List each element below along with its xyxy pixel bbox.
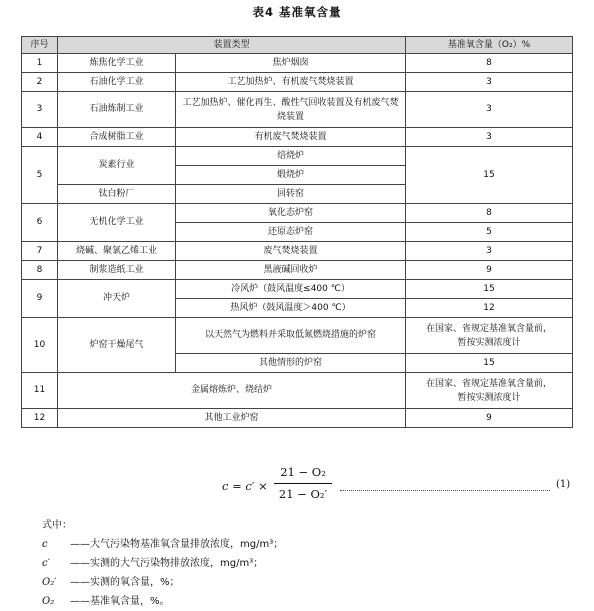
- row-number: 2: [22, 73, 58, 92]
- oxygen-value: 3: [406, 242, 573, 261]
- industry-cell: 钛白粉厂: [58, 185, 176, 204]
- row-number: 9: [22, 280, 58, 318]
- legend-intro: 式中：: [42, 520, 72, 531]
- table-row: [22, 280, 573, 299]
- formula-denominator: 21 − O₂′: [278, 487, 328, 501]
- formula-numerator: 21 − O₂: [280, 465, 326, 479]
- row-number: 11: [22, 373, 58, 409]
- device-cell: 有机废气焚烧装置: [176, 128, 406, 147]
- table-row: [22, 204, 573, 223]
- legend-symbol: O₂: [42, 596, 55, 607]
- legend-item: [42, 535, 283, 554]
- oxygen-note-line-2: 暂按实测浓度计: [457, 337, 521, 348]
- row-number: 8: [22, 261, 58, 280]
- row-number: 3: [22, 92, 58, 128]
- legend-text: ——大气污染物基准氧含量排放浓度，mg/m³；: [70, 539, 284, 550]
- device-cell: 热风炉（鼓风温度＞400 ℃）: [176, 299, 406, 318]
- industry-cell: 石油炼制工业: [58, 92, 176, 128]
- oxygen-value: 3: [406, 92, 573, 128]
- industry-cell: 石油化学工业: [58, 73, 176, 92]
- formula-legend: [42, 516, 283, 611]
- device-cell: 其他情形的炉窑: [176, 354, 406, 373]
- oxygen-value: 15: [406, 147, 573, 204]
- device-cell: 冷风炉（鼓风温度≤400 ℃）: [176, 280, 406, 299]
- oxygen-value: 15: [406, 354, 573, 373]
- fraction-bar: [274, 483, 332, 484]
- table-header-row: [22, 37, 573, 54]
- formula-lhs: c = c′ ×: [222, 479, 268, 493]
- industry-cell: 冲天炉: [58, 280, 176, 318]
- oxygen-value: 15: [406, 280, 573, 299]
- legend-symbol: c′: [42, 558, 50, 569]
- legend-symbol: O₂′: [42, 577, 57, 588]
- device-cell: 黑液碱回收炉: [176, 261, 406, 280]
- conversion-formula: [222, 464, 574, 512]
- table-row: [22, 373, 573, 409]
- device-cell: 焦炉烟囱: [176, 54, 406, 73]
- row-number: 10: [22, 318, 58, 373]
- oxygen-value: 8: [406, 204, 573, 223]
- oxygen-note-line-1: 在国家、省规定基准氧含量前，: [426, 323, 553, 334]
- equation-number: (1): [556, 479, 571, 490]
- table-title: 表4 基准氧含量: [252, 5, 342, 19]
- legend-text: ——实测的氧含量，%；: [70, 577, 180, 588]
- device-cell: 还原态炉窑: [176, 223, 406, 242]
- header-no: 序号: [22, 37, 58, 54]
- table-row: [22, 54, 573, 73]
- oxygen-note-line-2: 暂按实测浓度计: [457, 392, 521, 403]
- oxygen-value: [406, 318, 573, 354]
- device-cell: 废气焚烧装置: [176, 242, 406, 261]
- industry-cell: 炭素行业: [58, 147, 176, 185]
- oxygen-note-line-1: 在国家、省规定基准氧含量前，: [426, 378, 553, 389]
- legend-item: [42, 573, 283, 592]
- industry-cell: 烧碱、聚氯乙烯工业: [58, 242, 176, 261]
- table-row: [22, 128, 573, 147]
- oxygen-value: 9: [406, 409, 573, 428]
- table-row: [22, 318, 573, 354]
- device-cell: 金属熔炼炉、烧结炉: [58, 373, 406, 409]
- device-cell: 以天然气为燃料并采取低氮燃烧措施的炉窑: [176, 318, 406, 354]
- row-number: 5: [22, 147, 58, 204]
- row-number: 4: [22, 128, 58, 147]
- row-number: 1: [22, 54, 58, 73]
- device-cell: 回转窑: [176, 185, 406, 204]
- oxygen-value: 9: [406, 261, 573, 280]
- row-number: 7: [22, 242, 58, 261]
- device-cell: 其他工业炉窑: [58, 409, 406, 428]
- legend-item: [42, 592, 283, 611]
- header-oxygen: 基准氧含量（O₂）%: [406, 37, 573, 54]
- industry-cell: 制浆造纸工业: [58, 261, 176, 280]
- table-row: [22, 73, 573, 92]
- oxygen-value: 5: [406, 223, 573, 242]
- oxygen-value: 3: [406, 128, 573, 147]
- device-cell: 煅烧炉: [176, 166, 406, 185]
- industry-cell: 无机化学工业: [58, 204, 176, 242]
- oxygen-value: 3: [406, 73, 573, 92]
- oxygen-value: 8: [406, 54, 573, 73]
- oxygen-value: [406, 373, 573, 409]
- legend-symbol: c: [42, 539, 48, 550]
- row-number: 12: [22, 409, 58, 428]
- legend-text: ——实测的大气污染物排放浓度，mg/m³；: [70, 558, 264, 569]
- industry-cell: 合成树脂工业: [58, 128, 176, 147]
- legend-item: [42, 554, 283, 573]
- legend-text: ——基准氧含量，%。: [70, 596, 170, 607]
- baseline-oxygen-table: [21, 36, 573, 428]
- row-number: 6: [22, 204, 58, 242]
- dotted-leader: [340, 478, 550, 491]
- industry-cell: 炉窑干燥尾气: [58, 318, 176, 373]
- table-row: [22, 409, 573, 428]
- industry-cell: 炼焦化学工业: [58, 54, 176, 73]
- oxygen-value: 12: [406, 299, 573, 318]
- device-cell: 工艺加热炉、催化再生、酸性气回收装置及有机废气焚烧装置: [176, 92, 406, 128]
- table-row: [22, 147, 573, 166]
- device-cell: 焙烧炉: [176, 147, 406, 166]
- device-cell: 氧化态炉窑: [176, 204, 406, 223]
- table-row: [22, 92, 573, 128]
- header-device-type: 装置类型: [58, 37, 406, 54]
- device-cell: 工艺加热炉、有机废气焚烧装置: [176, 73, 406, 92]
- table-row: [22, 261, 573, 280]
- table-row: [22, 242, 573, 261]
